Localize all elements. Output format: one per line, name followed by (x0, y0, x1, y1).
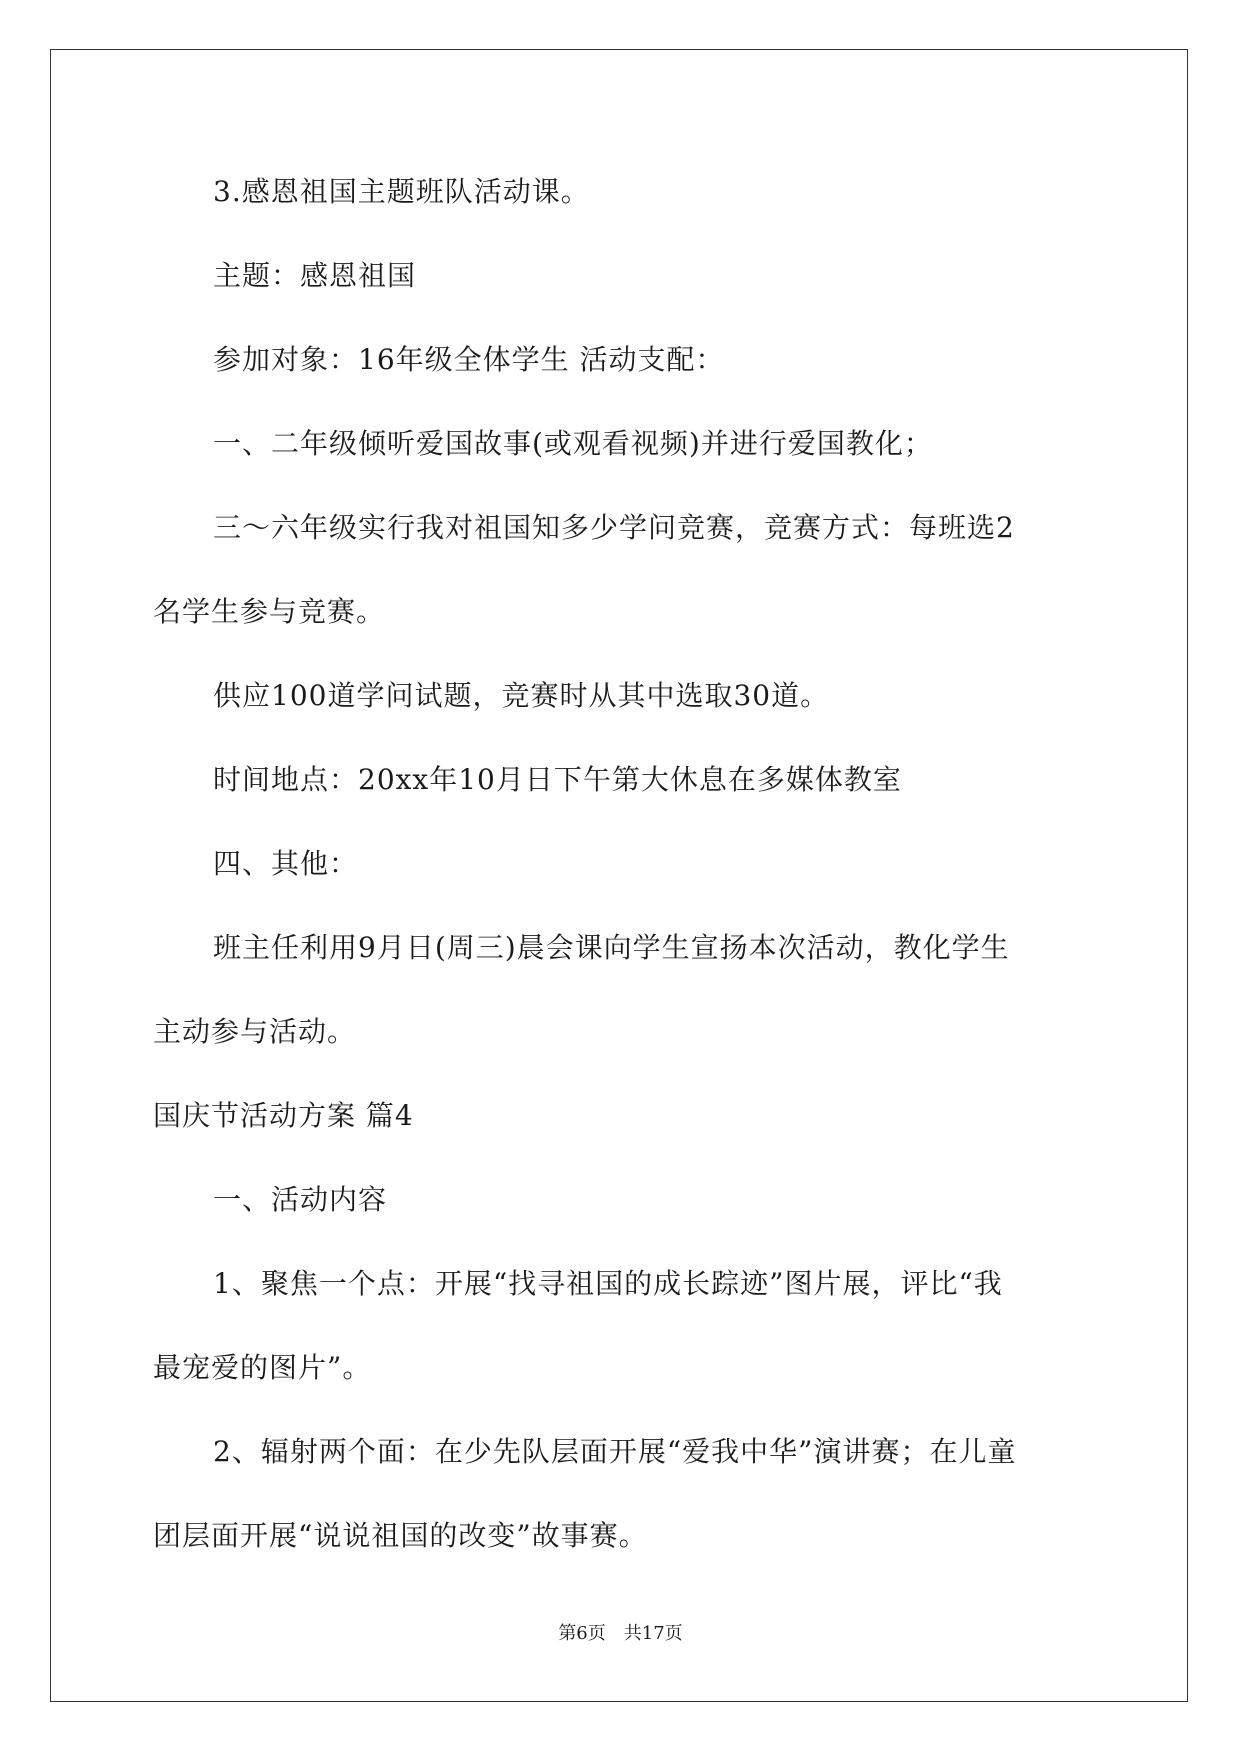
paragraph-line: 参加对象：16年级全体学生 活动支配： (213, 343, 725, 376)
paragraph-line: 四、其他： (213, 847, 359, 880)
paragraph-line: 1、聚焦一个点：开展“找寻祖国的成长踪迹”图片展，评比“我 (213, 1267, 1003, 1300)
paragraph-line: 主题：感恩祖国 (213, 259, 417, 292)
paragraph-line: 主动参与活动。 (153, 1015, 357, 1048)
page-footer (0, 1622, 1241, 1646)
paragraph-line: 班主任利用9月日(周三)晨会课向学生宣扬本次活动，教化学生 (213, 931, 1010, 964)
paragraph-line: 三～六年级实行我对祖国知多少学问竞赛，竞赛方式：每班选2 (213, 511, 1015, 544)
section-heading: 国庆节活动方案 篇4 (153, 1099, 414, 1132)
paragraph-line: 2、辐射两个面：在少先队层面开展“爱我中华”演讲赛；在儿童 (213, 1435, 1017, 1468)
paragraph-line: 一、活动内容 (213, 1183, 388, 1216)
paragraph-line: 名学生参与竞赛。 (153, 595, 386, 628)
paragraph-line: 团层面开展“说说祖国的改变”故事赛。 (153, 1519, 648, 1552)
paragraph-line: 最宠爱的图片”。 (153, 1351, 372, 1384)
paragraph-line: 一、二年级倾听爱国故事(或观看视频)并进行爱国教化； (213, 427, 933, 460)
paragraph-line: 供应100道学问试题，竞赛时从其中选取30道。 (213, 679, 830, 712)
paragraph-line: 时间地点：20xx年10月日下午第大休息在多媒体教室 (213, 763, 902, 796)
page-number-total: 共17页 (623, 1623, 683, 1644)
page-number-current: 第6页 (558, 1623, 606, 1644)
paragraph-line: 3.感恩祖国主题班队活动课。 (213, 175, 590, 208)
